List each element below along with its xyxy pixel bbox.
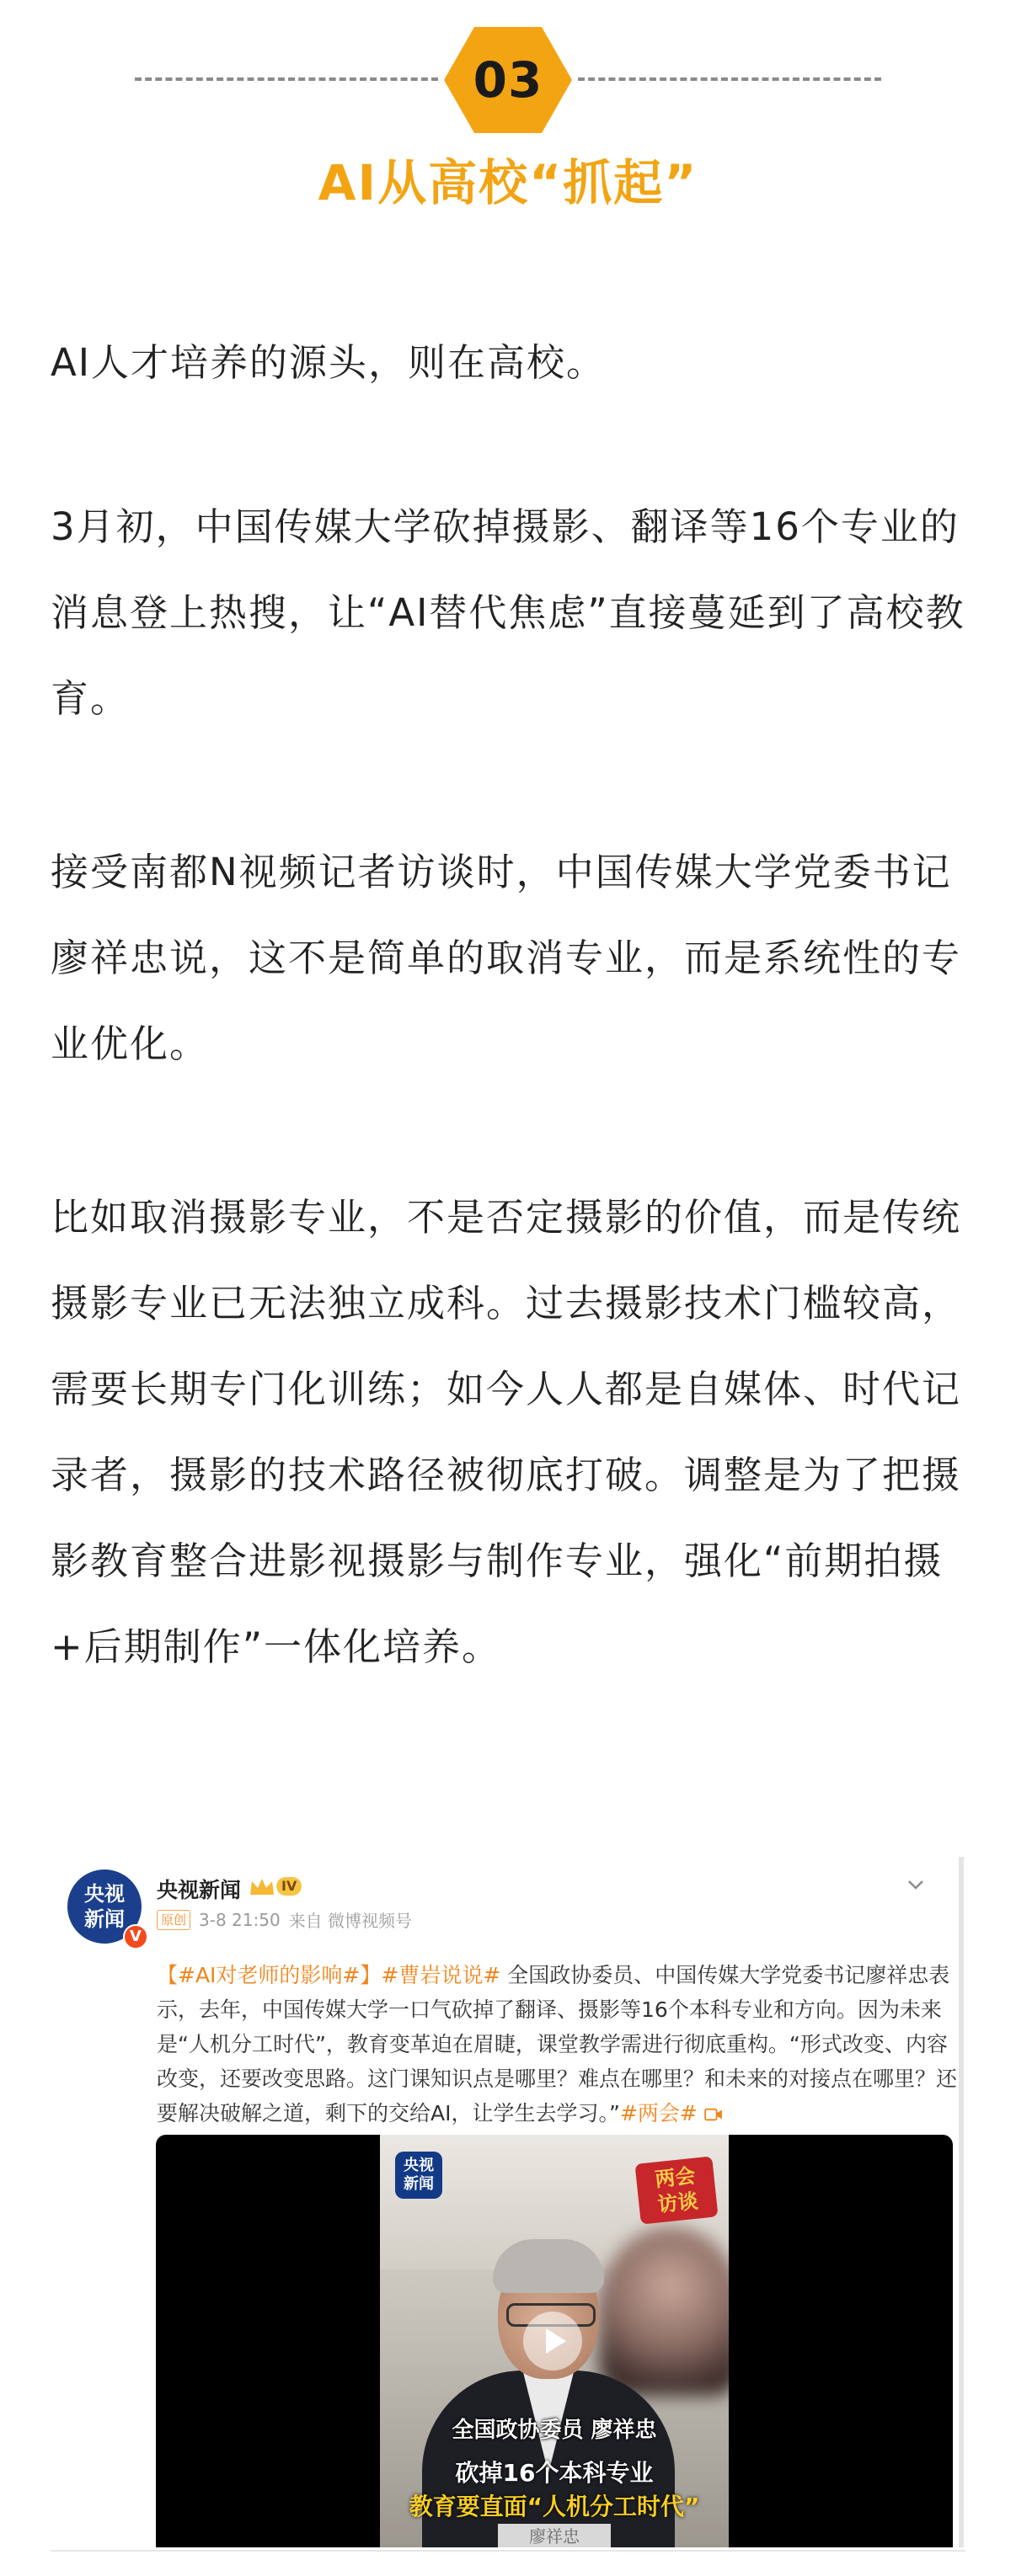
tag-text-1: 两会 <box>654 2163 697 2192</box>
logo-text-2: 新闻 <box>404 2175 434 2193</box>
caption-name: 全国政协委员 廖祥忠 <box>452 2418 657 2443</box>
caption-line-2: 教育要直面“人机分工时代” <box>409 2493 700 2520</box>
weibo-card[interactable] <box>51 1848 965 2547</box>
tag-text-2: 访谈 <box>656 2189 699 2217</box>
crown-icon <box>249 1876 275 1898</box>
chevron-down-icon[interactable] <box>903 1872 928 1897</box>
interview-tag <box>634 2156 718 2224</box>
paragraph-4: 比如取消摄影专业，不是否定摄影的价值，而是传统摄影专业已无法独立成科。过去摄影技术门槛较高，需要长期专门化训练；如今人人都是自媒体、时代记录者，摄影的技术路径被彻底打破。调整是为了把摄影教育整合进影视摄影与制作专业，强化“前期拍摄+后期制作”一体化培养。 <box>51 1195 962 1669</box>
section-title: AI从高校“抓起” <box>318 154 698 211</box>
topic-link-2[interactable]: #曹岩说说# <box>381 1963 501 1987</box>
bottom-divider <box>51 2550 965 2552</box>
account-name[interactable]: 央视新闻 <box>157 1878 242 1902</box>
post-source: 来自 微博视频号 <box>288 1911 413 1931</box>
play-icon[interactable] <box>523 2312 582 2371</box>
topic-link-1[interactable]: 【#AI对老师的影响#】 <box>157 1963 382 1987</box>
paragraph-1: AI人才培养的源头，则在高校。 <box>51 340 607 385</box>
video-camera-icon <box>704 2107 723 2122</box>
video-frame <box>380 2135 729 2547</box>
post-body: 全国政协委员、中国传媒大学党委书记廖祥忠表示，去年，中国传媒大学一口气砍掉了翻译、摄影等16个本科专业和方向。因为未来是“人机分工时代”，教育变革迫在眉睫，课堂教学需进行彻底重构。“形式改变、内容改变，还要改变思路。这门课知识点是哪里？难点在哪里？和未来的对接点在哪里？还要解决破解之道，剩下的交给AI，让学生去学习。” <box>157 1963 958 2125</box>
card-scrollbar[interactable] <box>959 1857 964 2547</box>
header-divider-right <box>578 77 881 81</box>
nameplate: 廖祥忠 <box>498 2524 611 2547</box>
speaker-hair <box>493 2239 604 2293</box>
original-tag: 原创 <box>157 1910 190 1930</box>
video-player[interactable] <box>156 2135 953 2547</box>
avatar-text-1: 央视 <box>84 1882 125 1906</box>
topic-link-3[interactable]: #两会# <box>619 2101 698 2125</box>
level-badge: IV <box>276 1877 302 1896</box>
blurred-person <box>599 2227 729 2396</box>
caption-line-1: 砍掉16个本科专业 <box>455 2459 654 2487</box>
section-header <box>0 17 1016 211</box>
section-number-badge <box>442 25 574 135</box>
paragraph-3: 接受南都N视频记者访谈时，中国传媒大学党委书记廖祥忠说，这不是简单的取消专业，而是系统性的专业优化。 <box>51 850 962 1066</box>
post-time: 3-8 21:50 <box>199 1909 281 1930</box>
avatar-text-2: 新闻 <box>84 1907 125 1931</box>
header-divider-left <box>135 77 438 81</box>
logo-text-1: 央视 <box>404 2157 434 2174</box>
post-meta <box>157 1907 412 1932</box>
verified-icon: V <box>123 1924 148 1949</box>
cctv-logo <box>395 2152 442 2199</box>
section-number: 03 <box>473 51 543 109</box>
paragraph-2: 3月初，中国传媒大学砍掉摄影、翻译等16个专业的消息登上热搜，让“AI替代焦虑”直接蔓延到了高校教育。 <box>51 504 965 721</box>
